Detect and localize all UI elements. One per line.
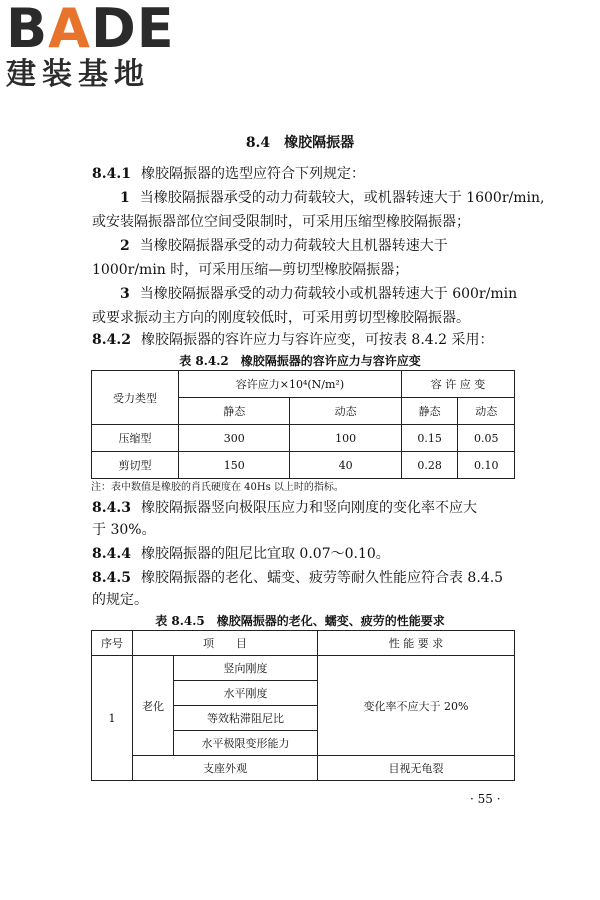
clause-8-4-5-cont: 的规定。 [92,592,148,608]
cell-stress-static: 300 [179,425,290,452]
cell-no: 1 [92,656,133,781]
item-1-cont: 或安装隔振器部位空间受限制时，可采用压缩型橡胶隔振器； [92,214,470,230]
table-8-4-2 [91,370,515,479]
table-row [92,656,515,681]
clause-8-4-4: 8.4.4 橡胶隔振器的阻尼比宜取 0.07～0.10。 [92,546,390,562]
header-strain-dynamic: 动态 [458,398,515,425]
item-1: 1 当橡胶隔振器承受的动力荷载较大，或机器转速大于 1600r/min, [120,190,545,206]
header-requirement: 性 能 要 求 [318,631,515,656]
cell-requirement: 目视无龟裂 [318,756,515,781]
clause-8-4-2: 8.4.2 橡胶隔振器的容许应力与容许应变，可按表 8.4.2 采用： [92,332,494,348]
header-type: 受力类型 [92,371,179,425]
table-8-4-5-caption: 表 8.4.5 橡胶隔振器的老化、蠕变、疲劳的性能要求 [155,614,445,628]
clause-8-4-3-cont: 于 30%。 [92,522,156,538]
item-3-cont: 或要求振动主方向的刚度较低时，可采用剪切型橡胶隔振器。 [92,310,470,326]
cell-strain-dynamic: 0.05 [458,425,515,452]
item-3: 3 当橡胶隔振器承受的动力荷载较小或机器转速大于 600r/min [120,286,518,302]
clause-8-4-1: 8.4.1 橡胶隔振器的选型应符合下列规定： [92,166,365,182]
header-stress: 容许应力×10⁴(N/m²) [179,371,402,398]
header-stress-static: 静态 [179,398,290,425]
header-item: 项 目 [133,631,318,656]
cell-group: 老化 [133,656,174,756]
cell-type: 剪切型 [92,452,179,479]
item-2: 2 当橡胶隔振器承受的动力荷载较大且机器转速大于 [120,238,448,254]
table-row [92,756,515,781]
cell-strain-dynamic: 0.10 [458,452,515,479]
cell-requirement: 变化率不应大于 20% [318,656,515,756]
cell-item: 水平极限变形能力 [174,731,318,756]
cell-stress-dynamic: 40 [290,452,401,479]
header-strain: 容 许 应 变 [401,371,514,398]
logo-wordmark: BADE [6,0,175,60]
cell-stress-static: 150 [179,452,290,479]
bade-logo [6,2,175,92]
page-number: · 55 · [470,792,501,806]
header-stress-dynamic: 动态 [290,398,401,425]
logo-subtitle: 建装基地 [6,57,150,92]
clause-8-4-3: 8.4.3 橡胶隔振器竖向极限压应力和竖向刚度的变化率不应大 [92,500,477,516]
cell-type: 压缩型 [92,425,179,452]
header-no: 序号 [92,631,133,656]
section-title: 8.4 橡胶隔振器 [245,135,355,151]
cell-item: 等效粘滞阻尼比 [174,706,318,731]
cell-strain-static: 0.15 [401,425,458,452]
table-row [92,425,515,452]
table-8-4-5 [91,630,515,781]
header-strain-static: 静态 [401,398,458,425]
table-note: 注：表中数值是橡胶的肖氏硬度在 40Hs 以上时的指标。 [91,482,344,493]
cell-item: 支座外观 [133,756,318,781]
cell-item: 竖向刚度 [174,656,318,681]
table-8-4-2-caption: 表 8.4.2 橡胶隔振器的容许应力与容许应变 [179,354,421,368]
cell-strain-static: 0.28 [401,452,458,479]
cell-stress-dynamic: 100 [290,425,401,452]
table-row [92,452,515,479]
clause-8-4-5: 8.4.5 橡胶隔振器的老化、蠕变、疲劳等耐久性能应符合表 8.4.5 [92,570,504,586]
cell-item: 水平刚度 [174,681,318,706]
item-2-cont: 1000r/min 时，可采用压缩—剪切型橡胶隔振器； [92,262,409,278]
